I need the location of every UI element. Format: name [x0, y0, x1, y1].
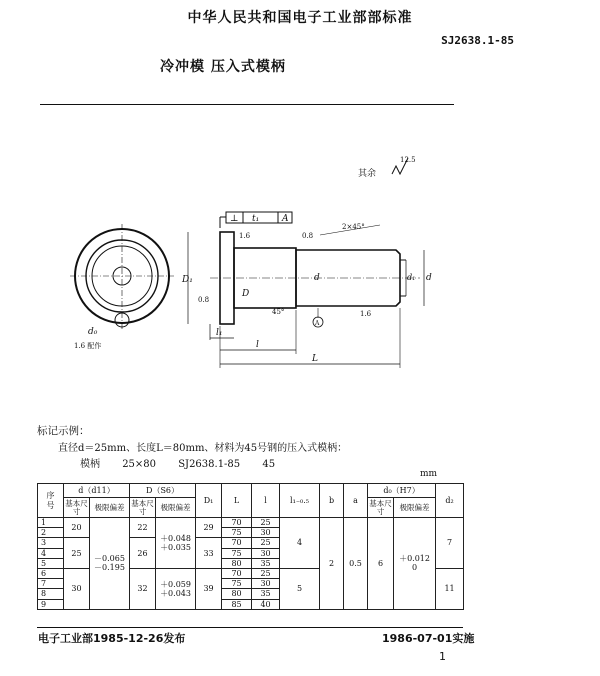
table-row: 3 25 26 33 70 25: [38, 538, 464, 548]
header-d-dev: 极限偏差: [90, 498, 130, 518]
page-number: 1: [439, 650, 446, 663]
header-d0: d₀（H7）: [368, 484, 436, 498]
datum-letter: A: [282, 214, 289, 224]
roughness-0-8b-label: 0.8: [198, 296, 210, 304]
roughness-rest-label: 其余: [358, 169, 377, 179]
header-seq: 序 号: [38, 484, 64, 518]
table-row: 8 80 35: [38, 589, 464, 599]
org-title: 中华人民共和国电子工业部部标准: [187, 10, 413, 26]
dim-d-inner-label: d: [314, 273, 320, 283]
table-row: 7 75 30: [38, 579, 464, 589]
mark-size: 25×80: [122, 459, 157, 470]
implementation-date: 1986-07-01实施: [382, 632, 475, 645]
spec-table: [37, 483, 464, 610]
dim-d-label: d: [426, 273, 432, 283]
roughness-0-8-label: 0.8: [302, 232, 314, 240]
example-description: 直径d＝25mm、长度L＝80mm、材料为45号钢的压入式模柄：: [58, 443, 348, 454]
roughness-rest-value: 12.5: [400, 156, 416, 164]
header-L: L: [222, 484, 252, 518]
roughness-1-6-label: 1.6: [239, 232, 251, 240]
table-row: 9 85 40: [38, 599, 464, 609]
header-d0-dev: 极限偏差: [394, 498, 436, 518]
example-marking: [80, 455, 293, 470]
peizuan-label: 1.6 配作: [74, 342, 102, 350]
mark-standard: SJ2638.1-85: [178, 459, 241, 470]
publish-date: 电子工业部1985-12-26发布: [38, 632, 186, 645]
dim-l-label: l: [256, 340, 259, 350]
document-title: 冷冲模 压入式模柄: [160, 59, 286, 75]
mark-material: 45: [262, 459, 276, 470]
header-l1: l₁₋₀.₅: [280, 484, 320, 518]
dim-D1-label: D₁: [182, 275, 193, 285]
header-D-dev: 极限偏差: [156, 498, 196, 518]
header-d: d（d11）: [64, 484, 130, 498]
tolerance-value: t₁: [252, 214, 260, 224]
datum-circle-label: A: [315, 320, 320, 327]
header-a: a: [344, 484, 368, 518]
unit-label: mm: [420, 469, 438, 479]
standard-code: SJ2638.1-85: [441, 34, 514, 47]
roughness-1-6b-label: 1.6: [360, 310, 372, 318]
example-heading: 标记示例：: [37, 425, 90, 437]
chamfer-label: 2×45°: [342, 223, 365, 231]
dim-D-label: D: [242, 289, 250, 299]
table-row: 2 75 30: [38, 528, 464, 538]
header-rule: [40, 104, 454, 105]
dim-d1-label: d₁: [407, 273, 416, 282]
perpendicularity-symbol: ⊥: [230, 214, 239, 224]
header-d0-basic: 基本尺寸: [369, 498, 392, 516]
header-D: D（S6）: [130, 484, 196, 498]
table-row: 1 20 －0.065 －0.195 22 ＋0.048 ＋0.035 29 70 25 4 2 0.5 6 ＋0.012 0 7: [38, 518, 464, 528]
dim-L-label: L: [312, 354, 318, 364]
pin-hole-d0-label: d₀: [88, 327, 98, 337]
header-D1: D₁: [196, 484, 222, 518]
header-b: b: [320, 484, 344, 518]
mark-name: 模柄: [80, 459, 100, 470]
footer-rule: [37, 627, 463, 628]
header-l: l: [252, 484, 280, 518]
table-row: 4 75 30: [38, 548, 464, 558]
table-row: 5 80 35: [38, 558, 464, 568]
header-d-basic: 基本尺寸: [65, 498, 88, 516]
header-d2: d₂: [436, 484, 464, 518]
header-D-basic: 基本尺寸: [131, 498, 154, 516]
dim-l1-label: l₁: [216, 328, 223, 338]
angle-45-label: 45°: [272, 308, 285, 316]
technical-drawing: [40, 150, 460, 375]
table-row: 6 30 32 ＋0.059 ＋0.043 39 70 25 5 11: [38, 569, 464, 579]
